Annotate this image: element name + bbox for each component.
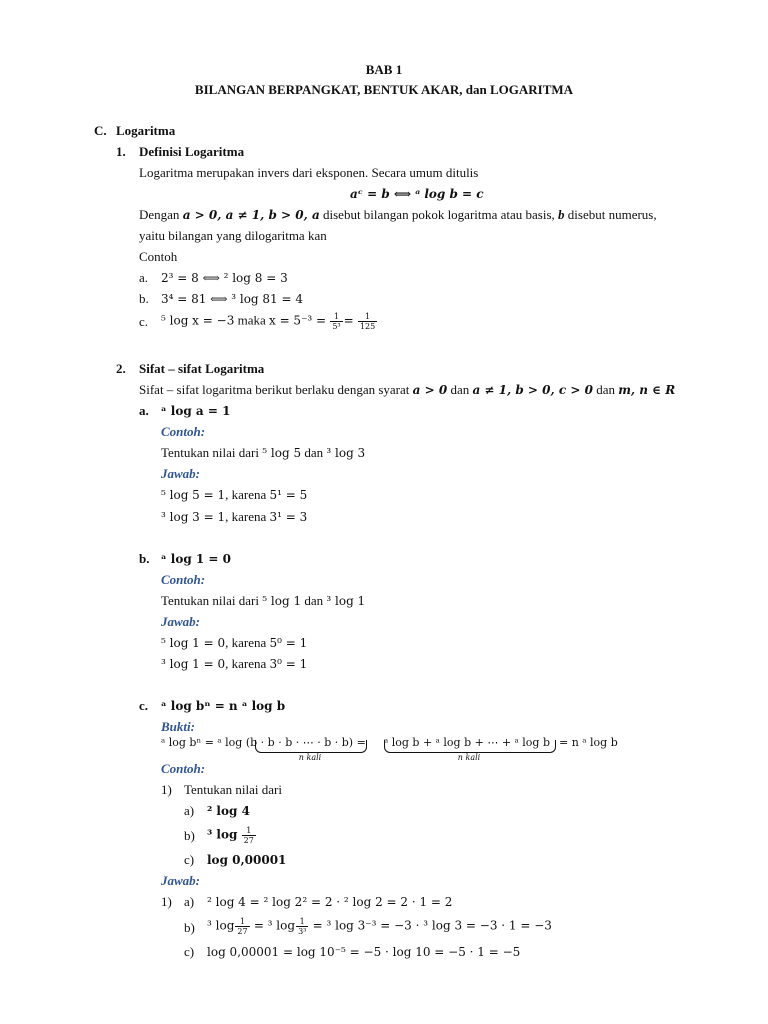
subsection-2-title: Sifat – sifat Logaritma (139, 361, 265, 376)
definition-description-cont: yaitu bilangan yang dilogaritma kan (139, 228, 327, 243)
answer-b: ³ log $\frac{1}{27}$ = ³ log $\frac{1}{\text{3³}}$ = ³ log 3⁻³ = −3 · ³ log 3 = −3 · 1 = −3 (207, 917, 552, 936)
property-b-label: b. (139, 551, 150, 566)
example-a-label: a. (139, 270, 149, 285)
fraction: $\frac{1}{125}$ (359, 312, 376, 331)
answer-heading: Jawab: (161, 466, 200, 481)
question-b-label: b) (184, 828, 195, 843)
underbrace (384, 740, 556, 753)
example-heading: Contoh: (161, 572, 206, 587)
property-b-answer-2: ³ log 1 = 0, karena 3⁰ = 1 (161, 656, 308, 671)
section-title: Logaritma (116, 123, 176, 138)
question-text: Tentukan nilai dari (184, 782, 283, 797)
question-c: log 0,00001 (207, 853, 287, 867)
fraction: $\frac{1}{27}$ (237, 917, 248, 936)
example-a: 2³ = 8 ⟺ ² log 8 = 3 (161, 271, 288, 285)
answer-number: 1) (161, 894, 172, 909)
example-c: ⁵ log x = −3 maka x = 5⁻³ = $\frac{1}{\text{5³}}$ = $\frac{1}{125}$ (161, 312, 376, 331)
example-b: 3⁴ = 81 ⟺ ³ log 81 = 4 (161, 292, 304, 306)
section-label: C. (94, 123, 107, 138)
brace-label: n kali (298, 753, 322, 762)
definition-formula: aᶜ = b ⟺ ᵃ log b = c (350, 187, 484, 201)
example-heading: Contoh: (161, 761, 206, 776)
property-a-label: a. (139, 403, 149, 418)
fraction: $\frac{1}{27}$ (243, 826, 254, 845)
property-a-question: Tentukan nilai dari ⁵ log 5 dan ³ log 3 (161, 445, 366, 460)
chapter-title: BILANGAN BERPANGKAT, BENTUK AKAR, dan LOGARITMA (194, 82, 574, 97)
proof-part-1: ᵃ log bⁿ = ᵃ log (b · b · b · ⋯ · b · b) = (161, 736, 366, 749)
definition-description: Dengan a > 0, a ≠ 1, b > 0, a disebut bilangan pokok logaritma atau basis, b disebut numerus, (139, 207, 657, 222)
example-heading: Contoh: (161, 424, 206, 439)
question-a-label: a) (184, 803, 195, 818)
fraction: $\frac{1}{\text{5³}}$ (332, 312, 341, 331)
proof-heading: Bukti: (161, 719, 195, 734)
example-c-label: c. (139, 314, 149, 329)
property-b-answer-1: ⁵ log 1 = 0, karena 5⁰ = 1 (161, 635, 308, 650)
property-c-label: c. (139, 698, 149, 713)
property-b-rule: ᵃ log 1 = 0 (161, 552, 232, 566)
property-a-answer-2: ³ log 3 = 1, karena 3¹ = 3 (161, 509, 308, 524)
definition-intro: Logaritma merupakan invers dari eksponen. Secara umum ditulis (139, 165, 479, 180)
answer-c: log 0,00001 = log 10⁻⁵ = −5 · log 10 = −5 · 1 = −5 (207, 945, 521, 959)
chapter-number: BAB 1 (365, 62, 403, 77)
answer-heading: Jawab: (161, 873, 200, 888)
example-b-label: b. (139, 291, 149, 306)
subsection-1-number: 1. (116, 144, 126, 159)
answer-a: ² log 4 = ² log 2² = 2 · ² log 2 = 2 · 1 = 2 (207, 895, 453, 909)
proof-part-2: ᵃ log b + ᵃ log b + ⋯ + ᵃ log b (384, 736, 551, 749)
property-c-rule: ᵃ log bⁿ = n ᵃ log b (161, 699, 286, 713)
property-b-question: Tentukan nilai dari ⁵ log 1 dan ³ log 1 (161, 593, 366, 608)
property-a-answer-1: ⁵ log 5 = 1, karena 5¹ = 5 (161, 487, 308, 502)
question-number: 1) (161, 782, 172, 797)
example-heading: Contoh (139, 249, 178, 264)
proof-part-3: = n ᵃ log b (559, 736, 618, 749)
question-a: ² log 4 (207, 804, 250, 818)
underbrace (255, 740, 367, 753)
answer-c-label: c) (184, 944, 195, 959)
fraction: $\frac{1}{\text{3³}}$ (298, 917, 307, 936)
answer-heading: Jawab: (161, 614, 200, 629)
subsection-1-title: Definisi Logaritma (139, 144, 245, 159)
question-b: ³ log $\frac{1}{27}$ (207, 826, 254, 845)
answer-b-label: b) (184, 920, 195, 935)
subsection-2-number: 2. (116, 361, 126, 376)
properties-intro: Sifat – sifat logaritma berikut berlaku dengan syarat a > 0 dan a ≠ 1, b > 0, c > 0 dan m, n ∈ R (139, 382, 676, 397)
brace-label: n kali (457, 753, 481, 762)
question-c-label: c) (184, 852, 195, 867)
property-a-rule: ᵃ log a = 1 (161, 404, 231, 418)
answer-a-label: a) (184, 894, 195, 909)
